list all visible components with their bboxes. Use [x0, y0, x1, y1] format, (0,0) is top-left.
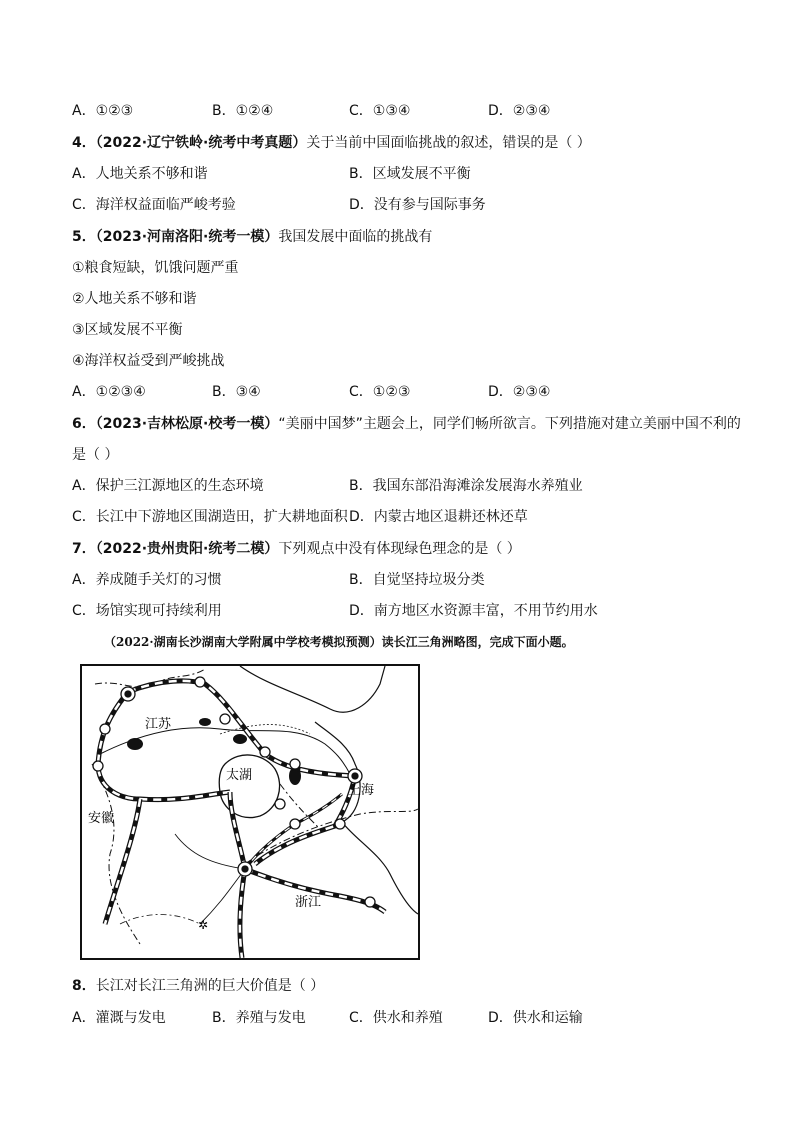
q4-text: 关于当前中国面临挑战的叙述，错误的是（ ）: [306, 135, 591, 151]
q6-option-c: C．长江中下游地区围湖造田，扩大耕地面积: [72, 509, 348, 525]
q4-option-a: A．人地关系不够和谐: [72, 166, 208, 182]
q6-source: （2023·吉林松原·校考一模）: [95, 416, 279, 432]
label-anhui: 安徽: [88, 811, 115, 826]
q5-stem: [72, 227, 432, 247]
q5-item-1: ①粮食短缺，饥饿问题严重: [72, 260, 239, 276]
q7-option-a: A．养成随手关灯的习惯: [72, 572, 222, 588]
taihu-lake: [219, 755, 279, 818]
q5-number: 5．: [72, 229, 96, 245]
q4-option-b: B．区域发展不平衡: [349, 166, 471, 182]
q7-source: （2022·贵州贵阳·统考二模）: [95, 541, 279, 557]
label-shanghai: 上海: [348, 783, 375, 798]
q4-option-d: D．没有参与国际事务: [349, 197, 486, 213]
q4-stem: [72, 133, 591, 153]
q8-option-c: C．供水和养殖: [349, 1010, 443, 1026]
lake-small-3: [233, 734, 247, 744]
q6-option-b: B．我国东部沿海滩涂发展海水养殖业: [349, 478, 583, 494]
map-intro: （2022·湖南长沙湖南大学附属中学校考模拟预测）读长江三角洲略图，完成下面小题。: [104, 635, 574, 649]
q6-option-d: D．内蒙古地区退耕还林还草: [349, 509, 528, 525]
yangtze-delta-map: [80, 664, 420, 960]
q6-text-line2: 是（ ）: [72, 447, 119, 463]
label-zhejiang: 浙江: [295, 895, 322, 910]
q8-option-a: A．灌溉与发电: [72, 1010, 166, 1026]
q3-option-a: A．①②③: [72, 103, 134, 119]
q7-option-b: B．自觉坚持垃圾分类: [349, 572, 485, 588]
q6-number: 6．: [72, 416, 96, 432]
q5-option-b: B．③④: [212, 384, 261, 400]
q5-source: （2023·河南洛阳·统考一模）: [95, 229, 279, 245]
label-taihu: 太湖: [226, 768, 253, 783]
q6-text-line1: “美丽中国梦”主题会上，同学们畅所欲言。下列措施对建立美丽中国不利的: [278, 416, 741, 432]
q7-option-c: C．场馆实现可持续利用: [72, 603, 222, 619]
q3-option-b: B．①②④: [212, 103, 274, 119]
q8-number: 8．: [72, 978, 96, 994]
q3-option-d: D．②③④: [488, 103, 551, 119]
mountain-icon: ✲: [198, 918, 209, 932]
q6-stem: [72, 414, 741, 434]
label-jiangsu: 江苏: [145, 717, 172, 732]
q7-option-d: D．南方地区水资源丰富，不用节约用水: [349, 603, 598, 619]
q7-text: 下列观点中没有体现绿色理念的是（ ）: [278, 541, 521, 557]
lake-small-1: [127, 738, 143, 750]
q5-item-3: ③区域发展不平衡: [72, 322, 183, 338]
q5-item-2: ②人地关系不够和谐: [72, 291, 197, 307]
q4-option-c: C．海洋权益面临严峻考验: [72, 197, 236, 213]
lake-small-2: [199, 718, 211, 726]
q5-text: 我国发展中面临的挑战有: [278, 229, 433, 245]
q5-option-a: A．①②③④: [72, 384, 146, 400]
q5-option-c: C．①②③: [349, 384, 411, 400]
q4-source: （2022·辽宁铁岭·统考中考真题）: [95, 135, 307, 151]
q4-number: 4．: [72, 135, 96, 151]
q7-stem: [72, 539, 521, 559]
q8-option-d: D．供水和运输: [488, 1010, 583, 1026]
q5-item-4: ④海洋权益受到严峻挑战: [72, 353, 225, 369]
q3-option-c: C．①③④: [349, 103, 411, 119]
q6-option-a: A．保护三江源地区的生态环境: [72, 478, 264, 494]
q5-option-d: D．②③④: [488, 384, 551, 400]
q8-stem: [72, 976, 324, 996]
q8-option-b: B．养殖与发电: [212, 1010, 306, 1026]
q7-number: 7．: [72, 541, 96, 557]
q8-text: 长江对长江三角洲的巨大价值是（ ）: [95, 978, 325, 994]
